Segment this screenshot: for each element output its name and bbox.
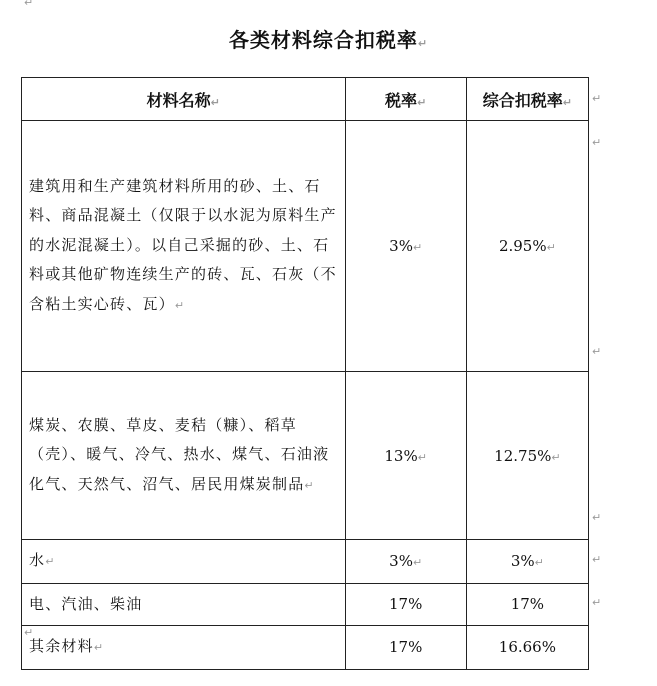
row-end-mark: ↵ (592, 92, 602, 105)
tax-rate-cell: 3%↵ (345, 121, 466, 372)
row-end-mark: ↵ (592, 136, 602, 149)
paragraph-mark: ↵ (210, 95, 220, 109)
table-row (22, 626, 589, 670)
paragraph-mark: ↵ (304, 478, 315, 492)
table-header-row (22, 78, 589, 121)
combined-rate-cell: 2.95%↵ (466, 121, 588, 372)
tax-rate-cell: 3%↵ (345, 540, 466, 584)
paragraph-mark: ↵ (551, 450, 561, 464)
material-cell: 煤炭、农膜、草皮、麦秸（糠）、稻草（壳）、暖气、冷气、热水、煤气、石油液化气、天然气、沼气、居民用煤炭制品↵ (22, 372, 346, 540)
table-row (22, 540, 589, 584)
tax-rate-cell: 13%↵ (345, 372, 466, 540)
paragraph-mark: ↵ (546, 241, 556, 254)
tax-rate-cell: 17% (345, 626, 466, 670)
paragraph-mark: ↵ (24, 626, 34, 639)
material-cell: 水↵ (22, 540, 346, 584)
row-end-mark: ↵ (592, 596, 602, 609)
paragraph-mark: ↵ (534, 556, 544, 570)
combined-rate-cell: 17% (466, 583, 588, 626)
paragraph-mark: ↵ (417, 95, 427, 109)
paragraph-mark: ↵ (93, 641, 105, 654)
paragraph-mark: ↵ (412, 241, 423, 254)
header-material-name: 材料名称↵ (22, 78, 346, 121)
table-row (22, 121, 589, 372)
material-cell: 建筑用和生产建筑材料所用的砂、土、石料、商品混凝土（仅限于以水泥为原料生产的水泥混凝土）。以自己采掘的砂、土、石料或其他矿物连续生产的砖、瓦、石灰（不含粘土实心砖、瓦）↵ (22, 121, 346, 372)
combined-rate-cell: 12.75%↵ (466, 372, 588, 540)
paragraph-mark: ↵ (562, 95, 572, 109)
page-title: 各类材料综合扣税率↵ (228, 28, 429, 52)
tax-rate-cell: 17% (345, 583, 466, 626)
material-cell: 电、汽油、柴油 (22, 583, 346, 626)
tax-rate-table (21, 77, 589, 670)
row-end-mark: ↵ (592, 511, 602, 524)
row-end-mark: ↵ (592, 553, 602, 566)
paragraph-mark: ↵ (412, 556, 423, 570)
material-cell: 其余材料↵ (22, 626, 346, 670)
table-row (22, 372, 589, 540)
paragraph-mark: ↵ (417, 37, 429, 50)
combined-rate-cell: 3%↵ (466, 540, 588, 584)
combined-rate-cell: 16.66% (466, 626, 588, 670)
paragraph-mark: ↵ (417, 450, 427, 464)
paragraph-mark: ↵ (45, 555, 56, 568)
row-end-mark: ↵ (592, 345, 602, 358)
table-row (22, 583, 589, 626)
header-combined-rate: 综合扣税率↵ (466, 78, 588, 121)
paragraph-mark: ↵ (24, 0, 34, 9)
header-tax-rate: 税率↵ (345, 78, 466, 121)
paragraph-mark: ↵ (174, 298, 186, 312)
